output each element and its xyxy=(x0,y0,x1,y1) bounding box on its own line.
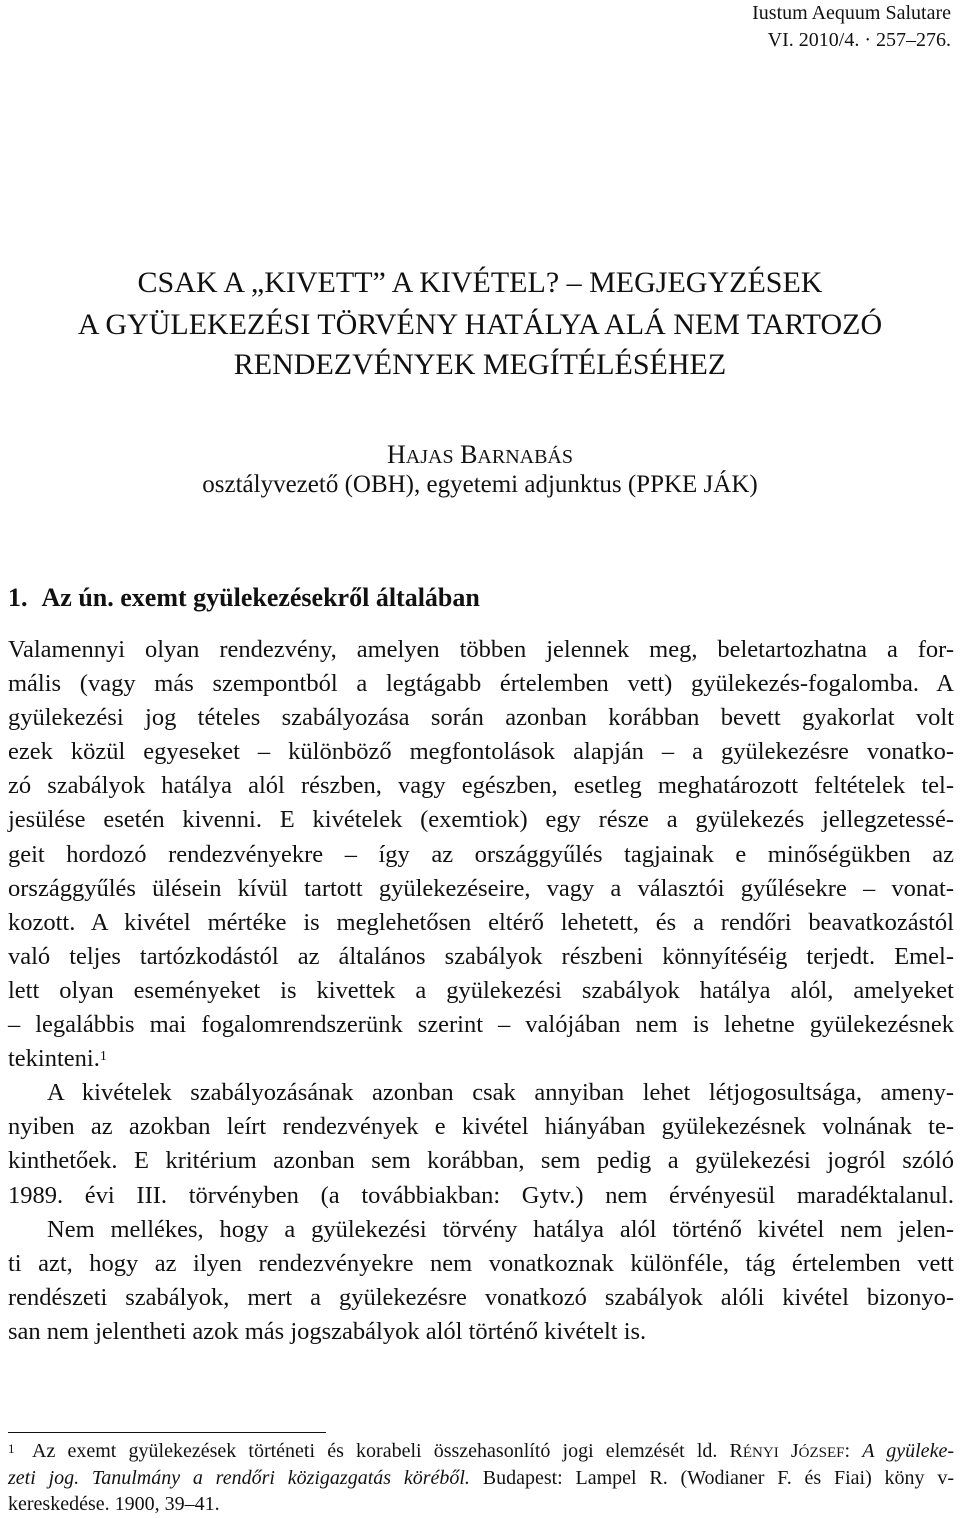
author-name: HAJAS BARNABÁS xyxy=(387,440,573,469)
footnote xyxy=(8,1438,954,1518)
text-line: 1989. évi III. törvényben (a továbbiakban: Gytv.) nem érvényesül maradéktalanul. xyxy=(8,1181,954,1209)
paragraph-1 xyxy=(8,633,954,1349)
footnote-divider xyxy=(8,1432,326,1433)
footnote-ref: 1 xyxy=(99,1049,107,1065)
text-line: – legalábbis mai fogalomrendszerünk szerint – valójában nem is lehetne gyülekezésnek xyxy=(8,1011,954,1039)
text-line: zó szabályok hatálya alól részben, vagy egészben, esetleg meghatározott feltételek tel- xyxy=(8,772,954,800)
article-title-line-1: CSAK A „KIVETT” A KIVÉTEL? – MEGJEGYZÉSEK xyxy=(137,266,823,299)
text-line: Nem mellékes, hogy a gyülekezési törvény hatálya alól történő kivétel nem jelen- xyxy=(47,1215,954,1243)
journal-issue: VI. 2010/4. · 257–276. xyxy=(767,29,951,51)
article-title-line-2: A GYÜLEKEZÉSI TÖRVÉNY HATÁLYA ALÁ NEM TARTOZÓ xyxy=(77,308,883,341)
footnote-line: kereskedése. 1900, 39–41. xyxy=(8,1493,220,1515)
section-number: 1. xyxy=(8,583,28,612)
footnote-line: zeti jog. Tanulmány a rendőri közigazgatás köréből. Budapest: Lampel R. (Wodianer F. és Fiai) köny v- xyxy=(8,1466,954,1489)
text-line: jesülése esetén kivenni. E kivételek (exemtiok) egy része a gyülekezés jellegzetessé- xyxy=(8,806,954,834)
text-line: Valamennyi olyan rendezvény, amelyen többen jelennek meg, beletartozhatna a for- xyxy=(8,636,954,663)
text-line: san nem jelentheti azok más jogszabályok alól történő kivételt is. xyxy=(8,1317,647,1345)
section-title: Az ún. exemt gyülekezésekről általában xyxy=(41,583,480,612)
article-title-line-3: RENDEZVÉNYEK MEGÍTÉLÉSÉHEZ xyxy=(233,348,727,381)
text-line: kozott. A kivétel mértéke is meglehetősen eltérő lehetett, és a rendőri beavatkozástól xyxy=(8,908,954,936)
text-line: való teljes tartózkodástól az általános szabályok részbeni könnyítéséig terjedt. Emel- xyxy=(8,942,954,970)
text-line: A kivételek szabályozásának azonban csak annyiban lehet létjogosultsága, ameny- xyxy=(47,1079,954,1107)
text-line: kinthetőek. E kritérium azonban sem korábban, sem pedig a gyülekezési jogról szóló xyxy=(8,1147,954,1175)
footnote-line: 1 Az exemt gyülekezések történeti és korabeli összehasonlító jogi elemzését ld. RÉNYI JÓZSEF: A gyüleke- xyxy=(8,1438,954,1465)
text-line: tekinteni.$^1$ xyxy=(8,1045,107,1073)
text-line: ezek közül egyeseket – különböző megfontolások alapján – a gyülekezésre vonatko- xyxy=(8,738,954,766)
text-line: mális (vagy más szempontból a legtágabb értelemben vett) gyülekezés-fogalomba. A xyxy=(8,670,954,698)
text-line: rendészeti szabályok, mert a gyülekezésre vonatkozó szabályok alóli kivétel bizonyo- xyxy=(8,1283,954,1311)
text-line: gyülekezési jog tételes szabályozása során azonban korábban bevett gyakorlat volt xyxy=(8,704,954,732)
author-affiliation: osztályvezető (OBH), egyetemi adjunktus (PPKE JÁK) xyxy=(202,471,758,498)
journal-header xyxy=(752,0,951,54)
section-heading xyxy=(8,582,480,614)
text-line: lett olyan eseményeket is kivettek a gyülekezési szabályok hatálya alól, amelyeket xyxy=(8,976,954,1004)
text-line: nyiben az azokban leírt rendezvények e kivétel hiányában gyülekezésnek volnának te- xyxy=(8,1113,954,1141)
footnote-number: 1 xyxy=(8,1441,15,1456)
text-line: országgyűlés ülésein kívül tartott gyülekezéseire, vagy a választói gyűlésekre – vonat- xyxy=(8,874,954,902)
journal-name: Iustum Aequum Salutare xyxy=(752,2,951,24)
text-line: ti azt, hogy az ilyen rendezvényekre nem vonatkoznak különféle, tág értelemben vett xyxy=(8,1249,954,1277)
text-line: geit hordozó rendezvényekre – így az országgyűlés tagjainak e minőségükben az xyxy=(8,840,954,868)
